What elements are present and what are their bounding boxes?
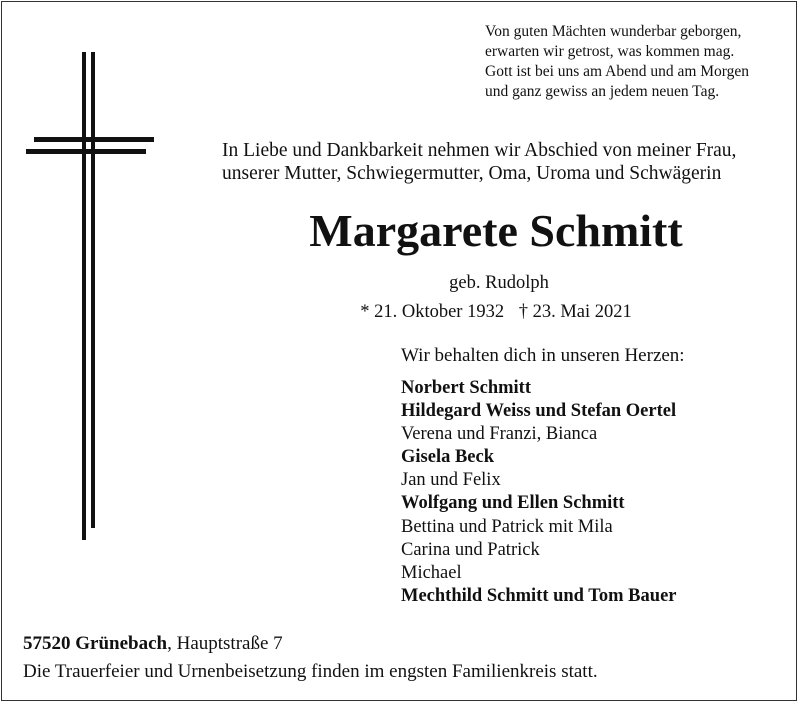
mourner-line: Bettina und Patrick mit Mila <box>401 516 613 537</box>
intro-line: In Liebe und Dankbarkeit nehmen wir Abschied von meiner Frau, <box>222 140 737 161</box>
poem-line: Von guten Mächten wunderbar geborgen, <box>485 23 742 40</box>
poem <box>485 22 785 102</box>
mourners-heading: Wir behalten dich in unseren Herzen: <box>401 345 685 366</box>
mourner-line: Michael <box>401 562 462 583</box>
poem-line: erwarten wir getrost, was kommen mag. <box>485 43 735 60</box>
mourner-line: Mechthild Schmitt und Tom Bauer <box>401 585 677 606</box>
address <box>23 632 723 656</box>
address-city: 57520 Grünebach <box>23 633 168 654</box>
funeral-notice: Die Trauerfeier und Urnenbeisetzung finden im engsten Familienkreis statt. <box>23 661 598 682</box>
deceased-name: Margarete Schmitt <box>309 205 683 256</box>
mourner-line: Verena und Franzi, Bianca <box>401 424 598 445</box>
mourner-line: Hildegard Weiss und Stefan Oertel <box>401 401 677 422</box>
mourner-line: Norbert Schmitt <box>401 378 531 398</box>
mourner-line: Carina und Patrick <box>401 539 540 560</box>
mourners-list <box>401 377 791 608</box>
poem-line: und ganz gewiss an jedem neuen Tag. <box>485 83 720 100</box>
mourner-line: Jan und Felix <box>401 470 501 491</box>
death-date: † 23. Mai 2021 <box>518 302 632 322</box>
intro-text <box>222 139 782 185</box>
birth-date: * 21. Oktober 1932 <box>360 302 505 322</box>
life-dates <box>222 300 770 324</box>
mourner-line: Wolfgang und Ellen Schmitt <box>401 493 625 514</box>
poem-line: Gott ist bei uns am Abend und am Morgen <box>485 63 750 80</box>
mourner-line: Gisela Beck <box>401 447 495 468</box>
cross-icon <box>24 52 159 542</box>
address-street: , Hauptstraße 7 <box>167 633 283 654</box>
intro-line: unserer Mutter, Schwiegermutter, Oma, Uroma und Schwägerin <box>222 163 722 184</box>
birth-name: geb. Rudolph <box>449 273 549 293</box>
